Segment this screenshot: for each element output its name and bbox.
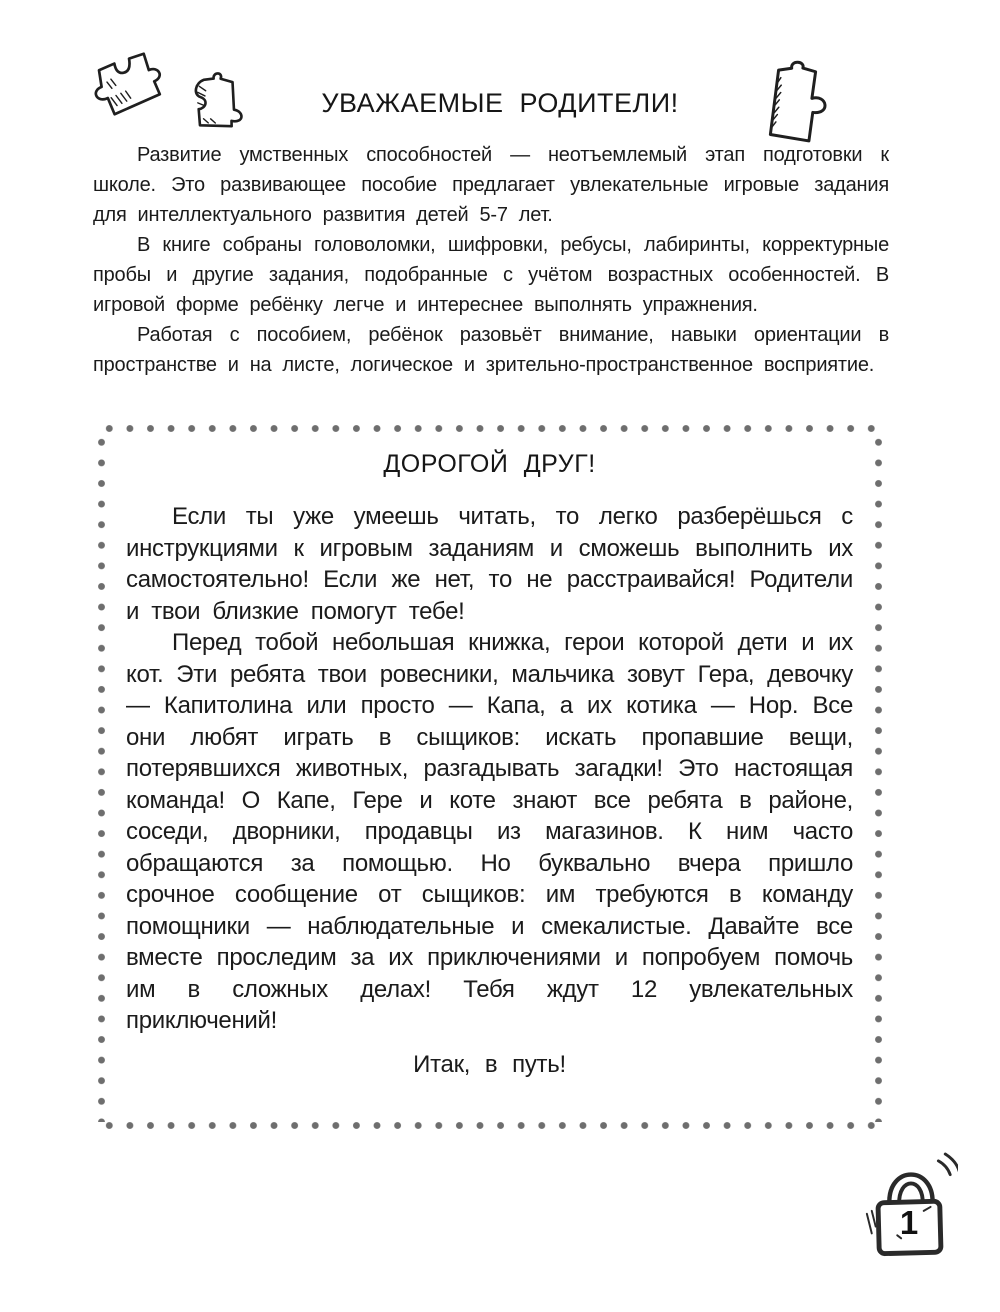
box-paragraph: Перед тобой небольшая книжка, герои которой дети и их кот. Эти ребята твои ровесники, мальчика зовут Гера, девочку — Капитолина или просто — Капа, а их котика — Нор. Все они любят играть в сыщиков: искать пропавшие вещи, потерявшихся животных, разгадывать загадки! Это настоящая команда! О Капе, Гере и коте знают все ребята в районе, соседи, дворники, продавцы из магазинов. К ним часто обращаются за помощью. Но буквально вчера пришло срочное сообщение от сыщиков: им требуются в команду помощники — наблюдательные и смекалистые. Давайте все вместе проследим за их приключениями и попробуем помочь им в сложных делах! Тебя ждут 12 увлекательных приключений! bbox=[126, 629, 853, 1034]
intro-section bbox=[93, 140, 889, 380]
friend-box bbox=[97, 424, 883, 1130]
intro-paragraph: Развитие умственных способностей — неотъемлемый этап подготовки к школе. Это развивающее пособие предлагает увлекательные игровые задания для интеллектуального развития детей 5-7 лет. bbox=[93, 144, 889, 226]
friend-box-title: ДОРОГОЙ ДРУГ! bbox=[383, 450, 596, 478]
box-paragraph: Если ты уже умеешь читать, то легко разберёшься с инструкциями к игровым заданиям и сможешь выполнить их самостоятельно! Если же нет, то не расстраивайся! Родители и твои близкие помогут тебе! bbox=[126, 503, 853, 625]
intro-paragraph: Работая с пособием, ребёнок разовьёт внимание, навыки ориентации в пространстве и на листе, логическое и зрительно-пространственное восприятие. bbox=[93, 324, 889, 376]
dotted-border-bottom bbox=[99, 1121, 881, 1130]
page-number: 1 bbox=[899, 1204, 919, 1241]
page-title: УВАЖАЕМЫЕ РОДИТЕЛИ! bbox=[321, 88, 679, 118]
intro-paragraph: В книге собраны головоломки, шифровки, ребусы, лабиринты, корректурные пробы и другие задания, подобранные с учётом возрастных особенностей. В игровой форме ребёнку легче и интереснее выполнять упражнения. bbox=[93, 234, 889, 316]
friend-box-content bbox=[97, 424, 883, 1079]
padlock-icon bbox=[860, 1148, 958, 1258]
box-closing-line: Итак, в путь! bbox=[413, 1050, 566, 1078]
